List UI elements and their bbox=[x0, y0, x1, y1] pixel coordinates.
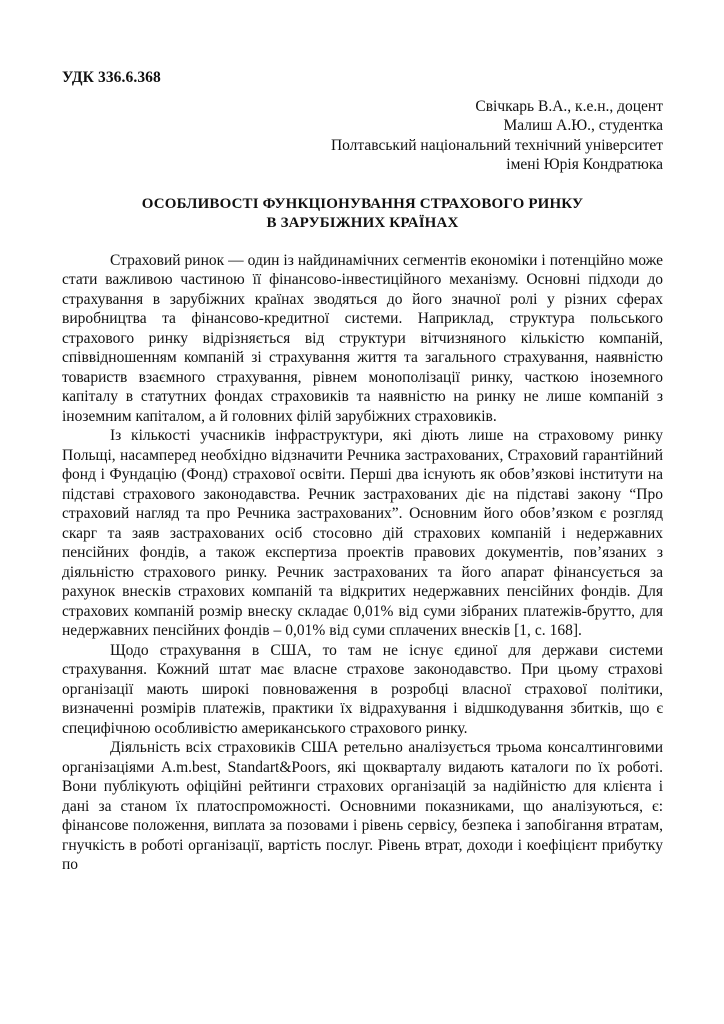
author-line-2: Малиш А.Ю., студентка bbox=[503, 117, 663, 134]
udk-code: УДК 336.6.368 bbox=[62, 69, 161, 86]
article-title bbox=[62, 175, 663, 234]
author-block bbox=[62, 88, 663, 175]
article-title-line-2: В ЗАРУБІЖНИХ КРАЇНАХ bbox=[266, 215, 459, 231]
body-paragraph: Діяльність всіх страховиків США ретельно аналізується трьома консалтинговими організаціями A.m.best, Standart&Poors, які щокварталу видають каталоги по їх роботі. Вони публікують офіційні рейтинги страхових організацій за надійністю для клієнта і дані за станом їх платоспроможності. Основними показниками, що аналізуються, є: фінансове положення, виплата за позовами і рівень сервісу, безпека і запобігання втратам, гнучкість в роботі організації, вартість послуг. Рівень втрат, доходи і коефіцієнт прибутку по bbox=[62, 739, 663, 873]
body-paragraph: Страховий ринок — один із найдинамічних сегментів економіки і потенційно може стати важливою частиною її фінансово-інвестиційного механізму. Основні підходи до страхування в зарубіжних країнах зводяться до його значної ролі у різних сферах виробництва та фінансово-кредитної системи. Наприклад, структура польського страхового ринку відрізняється від структури вітчизняного кількістю компаній, співвідношенням компаній зі страхування життя та загального страхування, наявністю товариств взаємного страхування, рівнем монополізації ринку, часткою іноземного капіталу в статутних фондах страховиків та наявністю на ринку не лише компаній з іноземним капіталом, а й головних філій зарубіжних страховиків. bbox=[62, 251, 663, 425]
page-content bbox=[62, 0, 663, 875]
body-paragraph: Щодо страхування в США, то там не існує єдиної для держави системи страхування. Кожний штат має власне страхове законодавство. При цьому страхові організації мають широкі повноваження в розробці власної страхової політики, визначенні розмірів платежів, практики їх відрахування і відшкодування збитків, що є специфічною особливістю американського страхового ринку. bbox=[62, 641, 663, 737]
article-title-line-1: ОСОБЛИВОСТІ ФУНКЦІОНУВАННЯ СТРАХОВОГО РИНКУ bbox=[141, 195, 584, 212]
affiliation-line-1: Полтавський національний технічний університет bbox=[330, 136, 663, 154]
body-paragraph: Із кількості учасників інфраструктури, які діють лише на страховому ринку Польщі, насамперед необхідно відзначити Речника застрахованих, Страховий гарантійний фонд і Фундацію (Фонд) страхової освіти. Перші два існують як обов’язкові інститути на підставі страхового законодавства. Речник застрахованих діє на підставі закону “Про страховий нагляд та про Речника застрахованих”. Основним його обов’язком є розгляд скарг та заяв застрахованих осіб стосовно дій страхових компаній і недержавних пенсійних фондів, а також експертиза проектів правових документів, пов’язаних з діяльністю страхового ринку. Речник застрахованих та його апарат фінансується за рахунок внесків страхових компаній та відкритих недержавних пенсійних фондів. Для страхових компаній розмір внеску складає 0,01% від суми зібраних платежів-брутто, для недержавних пенсійних фондів – 0,01% від суми сплачених внесків [1, с. 168]. bbox=[62, 427, 663, 639]
affiliation-line-2: імені Юрія Кондратюка bbox=[506, 156, 663, 173]
article-body bbox=[62, 234, 663, 875]
author-line-1: Свічкарь В.А., к.е.н., доцент bbox=[475, 97, 663, 115]
